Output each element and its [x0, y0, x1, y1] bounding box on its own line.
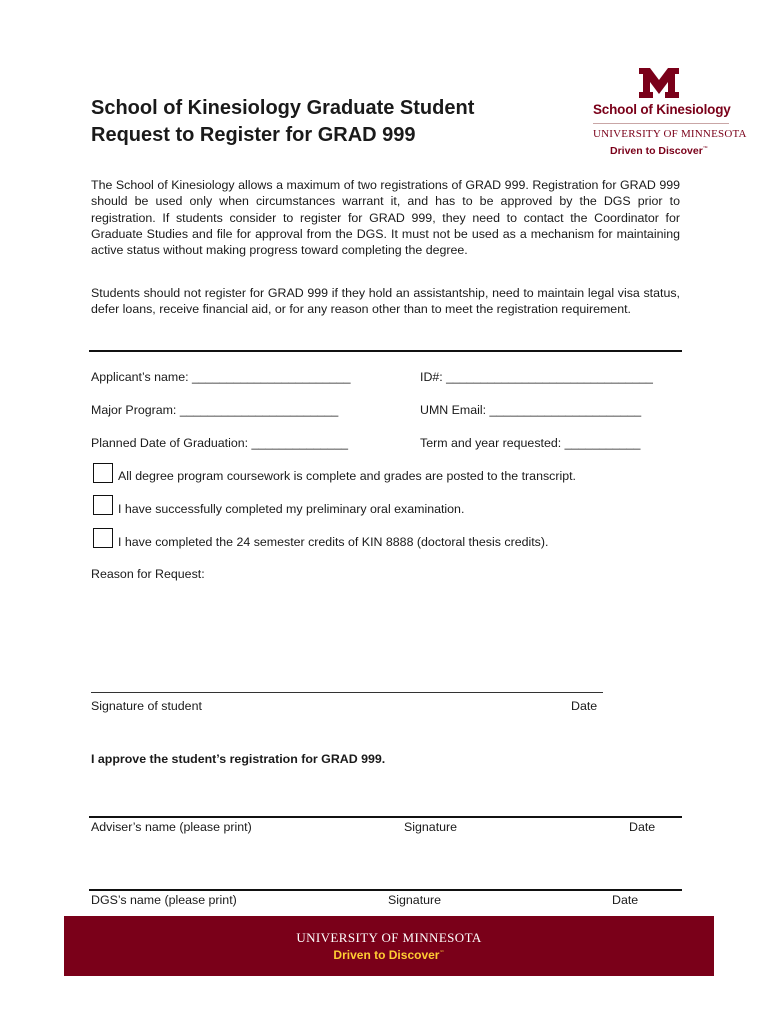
footer-tagline	[64, 948, 714, 962]
dgs-name-label: DGS’s name (please print)	[91, 893, 237, 907]
logo-divider	[593, 123, 729, 124]
page-title	[91, 95, 474, 149]
footer-university: UNIVERSITY OF MINNESOTA	[296, 930, 482, 945]
reason-input-area[interactable]	[91, 585, 681, 685]
credits-checkbox[interactable]	[93, 528, 113, 548]
logo-school-name: School of Kinesiology	[593, 102, 731, 117]
coursework-checkbox[interactable]	[93, 463, 113, 483]
term-year-field[interactable]: Term and year requested: ___________	[420, 436, 641, 450]
footer-banner	[64, 916, 714, 976]
title-line-2: Request to Register for GRAD 999	[91, 124, 416, 146]
logo-tagline-text: Driven to Discover	[610, 145, 703, 157]
major-program-field[interactable]: Major Program: _______________________	[91, 403, 339, 417]
id-field[interactable]: ID#: ______________________________	[420, 370, 653, 384]
applicant-name-field[interactable]: Applicant’s name: _______________________	[91, 370, 351, 384]
adviser-date-label: Date	[629, 820, 656, 834]
school-logo	[590, 68, 747, 158]
student-signature-label: Signature of student	[91, 699, 202, 713]
credits-checkbox-label: I have completed the 24 semester credits of KIN 8888 (doctoral thesis credits).	[118, 535, 549, 549]
student-date-label: Date	[571, 699, 598, 713]
logo-university: UNIVERSITY OF MINNESOTA	[593, 128, 747, 140]
adviser-signature-label: Signature	[404, 820, 458, 834]
graduation-date-field[interactable]: Planned Date of Graduation: ______________	[91, 436, 348, 450]
prelim-checkbox[interactable]	[93, 495, 113, 515]
intro-paragraph-2: Students should not register for GRAD 999 if they hold an assistantship, need to maintain legal visa status, defer loans, receive financial aid, or for any reason other than to meet the registration requirement.	[91, 286, 680, 317]
approval-statement: I approve the student’s registration for GRAD 999.	[91, 752, 386, 766]
title-line-1: School of Kinesiology Graduate Student	[91, 97, 475, 119]
dgs-signature-label: Signature	[388, 893, 442, 907]
student-signature-line[interactable]	[91, 692, 603, 693]
coursework-checkbox-label: All degree program coursework is complete and grades are posted to the transcript.	[118, 469, 576, 483]
prelim-checkbox-label: I have successfully completed my preliminary oral examination.	[118, 502, 465, 516]
intro-paragraph-1: The School of Kinesiology allows a maximum of two registrations of GRAD 999. Registration for GRAD 999 should be used only when circumstances warrant it, and has to be approved by the DGS prior to registration. If students consider to register for GRAD 999, they need to contact the Coordinator for Graduate Studies and file for approval from the DGS. It must not be used as a mechanism for maintaining active status without making progress toward completing the degree.	[91, 178, 680, 258]
dgs-date-label: Date	[612, 893, 639, 907]
adviser-signature-line[interactable]	[89, 816, 682, 818]
logo-tagline	[610, 145, 708, 157]
umn-email-field[interactable]: UMN Email: ______________________	[420, 403, 642, 417]
block-m-icon	[637, 68, 681, 98]
section-divider	[89, 350, 682, 352]
dgs-signature-line[interactable]	[89, 889, 682, 891]
adviser-name-label: Adviser’s name (please print)	[91, 820, 252, 834]
footer-tagline-mark: ℠	[439, 950, 445, 956]
reason-label: Reason for Request:	[91, 567, 205, 581]
logo-tagline-mark: ™	[702, 145, 708, 152]
footer-tagline-text: Driven to Discover	[333, 948, 440, 962]
